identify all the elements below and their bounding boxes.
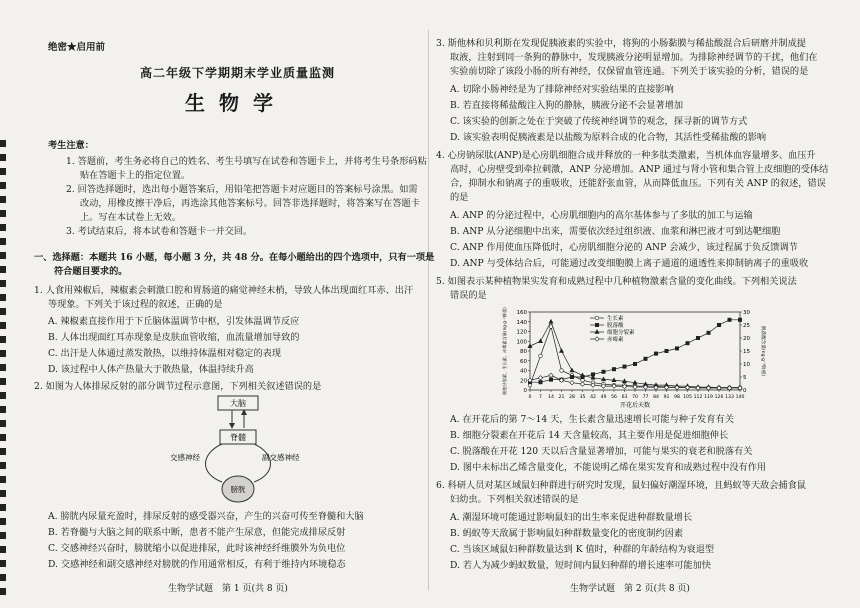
note-line: 上。写在本试卷上无效。 (80, 212, 182, 223)
q5-option-b: B. 细胞分裂素在开花后 14 天含量较高，其主要作用是促进细胞伸长 (450, 430, 729, 441)
q6-option-a: A. 潮湿环境可能通过影响鼠妇的出生率来促进种群数量增长 (450, 512, 693, 523)
section-heading: 一、选择题：本题共 16 小题，每小题 3 分，共 48 分。在每小题给出的四个选项中，只有一项是 (34, 252, 435, 263)
q4-stem: 高时，心房壁受到牵拉刺激，ANP 分泌增加。ANP 通过与肾小管和集合管上皮细胞的受体结 (450, 164, 829, 175)
x-tick-label: 14 (548, 395, 554, 400)
data-point (549, 320, 553, 324)
x-tick-label: 7 (539, 395, 542, 400)
sympathetic-label: 交感神经 (170, 453, 200, 462)
data-point (717, 323, 720, 326)
q1-stem: 1. 人食用辣椒后，辣椒素会刺激口腔和胃肠道的痛觉神经末梢，导致人体出现面红耳赤、出汗 (34, 285, 414, 296)
y-right-tick-label: 10 (743, 362, 750, 368)
data-point (696, 336, 699, 339)
legend-label: 脱落酸 (607, 323, 624, 329)
q1-option-a: A. 辣椒素直接作用于下丘脑体温调节中枢，引发体温调节反应 (48, 316, 300, 327)
data-point (728, 318, 731, 321)
spinal-label: 脊髓 (230, 433, 246, 442)
y-left-tick-label: 120 (516, 329, 527, 336)
right-page (430, 0, 860, 608)
q5-option-c: C. 脱落酸在开花 120 天以后含量显著增加，可能与果实的衰老和脱落有关 (450, 446, 753, 457)
q2-option-c: C. 交感神经兴奋时，膀胱缩小以促进排尿，此时该神经纤维膜外为负电位 (48, 543, 346, 554)
x-tick-label: 70 (632, 395, 638, 400)
legend-label: 赤霉素 (607, 337, 624, 343)
x-tick-label: 0 (528, 395, 532, 400)
q4-option-b: B. ANP 从分泌细胞中出来，需要依次经过组织液、血浆和淋巴液才可到达靶细胞 (450, 226, 781, 237)
x-tick-label: 49 (600, 395, 607, 400)
y-left-tick-label: 160 (516, 310, 527, 316)
q1-stem: 等现象。下列关于该过程的叙述，正确的是 (48, 299, 223, 310)
brain-label: 大脑 (230, 399, 246, 408)
data-point (612, 368, 615, 371)
x-tick-label: 28 (569, 395, 575, 400)
data-point (538, 376, 542, 380)
x-tick-label: 63 (621, 395, 628, 400)
x-axis-label: 开花后天数 (619, 402, 651, 409)
q2-option-d: D. 交感神经和副交感神经对膀胱的作用通常相反，有利于维持内环境稳态 (48, 559, 346, 570)
y-left-tick-label: 140 (516, 319, 527, 326)
x-tick-label: 126 (714, 395, 724, 400)
secret-label: 绝密★启用前 (48, 42, 106, 53)
page-footer: 生物学试题 第 1 页(共 8 页) (168, 584, 288, 594)
data-point (654, 352, 657, 355)
x-tick-label: 77 (642, 395, 649, 400)
data-point (539, 354, 543, 358)
q6-option-d: D. 若人为减少蚂蚁数量，短时间内鼠妇种群的增长速率可能加快 (450, 560, 711, 571)
section-heading: 符合题目要求的。 (54, 266, 128, 277)
q4-stem: 合，抑制水和钠离子的重吸收，还能舒张血管，从而降低血压。下列有关 ANP 的叙述，错误 (450, 178, 826, 189)
x-tick-label: 105 (683, 395, 692, 400)
q2-stem: 2. 如图为人体排尿反射的部分调节过程示意图，下列相关叙述错误的是 (34, 381, 322, 392)
y-right-tick-label: 0 (743, 388, 747, 394)
bladder-label: 膀胱 (230, 485, 246, 494)
q5-option-a: A. 在开花后的第 7～14 天，生长素含量迅速增长可能与种子发育有关 (450, 414, 734, 425)
data-point (644, 357, 647, 360)
x-tick-label: 21 (558, 395, 565, 400)
q4-option-a: A. ANP 的分泌过程中，心房肌细胞内的高尔基体参与了多肽的加工与运输 (450, 210, 753, 221)
reflex-diagram (170, 394, 310, 506)
data-point (570, 375, 573, 378)
data-point (539, 339, 543, 343)
parasympathetic-label: 副交感神经 (262, 453, 300, 462)
q4-option-c: C. ANP 作用使血压降低时，心房肌细胞分泌的 ANP 会减少，该过程属于负反馈调节 (450, 242, 798, 253)
y-right-tick-label: 30 (743, 310, 750, 316)
x-tick-label: 42 (590, 395, 596, 400)
data-point (623, 365, 626, 368)
data-point (707, 331, 710, 334)
data-point (633, 362, 636, 365)
q1-option-b: B. 人体出现面红耳赤现象是皮肤血管收缩，血流量增加导致的 (48, 332, 300, 343)
q2-option-b: B. 若脊髓与大脑之间的联系中断，患者不能产生尿意，但能完成排尿反射 (48, 527, 346, 538)
x-tick-label: 112 (693, 395, 703, 400)
q1-option-c: C. 出汗是人体通过蒸发散热，以维持体温相对稳定的表现 (48, 348, 282, 359)
y-right-axis-label: 脱落酸含量(ng·g⁻¹鲜重) (760, 325, 765, 377)
notes-title: 考生注意： (48, 140, 94, 151)
y-left-tick-label: 20 (520, 378, 527, 385)
data-point (549, 373, 553, 377)
q6-option-b: B. 蚂蚁等天敌属于影响鼠妇种群数量变化的密度制约因素 (450, 528, 684, 539)
y-left-tick-label: 60 (520, 358, 527, 365)
data-point (549, 378, 552, 381)
y-left-tick-label: 100 (516, 339, 527, 346)
q3-option-d: D. 该实验表明促胰液素是以盐酸为原料合成的化合物，其活性受稀盐酸的影响 (450, 132, 767, 143)
data-point (570, 368, 574, 372)
exam-title: 高二年级下学期期末学业质量监测 (140, 66, 336, 80)
q4-stem: 4. 心房钠尿肽(ANP)是心房肌细胞合成并释放的一种多肽类激素，当机体血容量增多、血压升 (436, 150, 816, 161)
x-tick-label: 84 (653, 395, 659, 400)
y-right-tick-label: 5 (743, 375, 747, 381)
x-tick-label: 140 (735, 395, 745, 400)
q3-option-c: C. 该实验的创新之处在于突破了传统神经调节的观念，探寻新的调节方式 (450, 116, 748, 127)
y-left-tick-label: 0 (523, 388, 527, 394)
x-tick-label: 91 (663, 395, 670, 400)
hormone-chart (500, 304, 770, 410)
q5-stem: 错误的是 (450, 290, 487, 301)
x-tick-label: 56 (611, 395, 617, 400)
note-line: 3. 考试结束后，将本试卷和答题卡一并交回。 (66, 226, 253, 237)
legend-marker (595, 316, 599, 320)
data-point (560, 349, 564, 353)
page-footer: 生物学试题 第 2 页(共 8 页) (570, 584, 690, 594)
q5-stem: 5. 如图表示某种植物果实发育和成熟过程中几种植物激素含量的变化曲线。下列相关说法 (436, 276, 797, 287)
x-tick-label: 35 (579, 395, 586, 400)
q1-option-d: D. 该过程中人体产热量大于散热量，体温持续升高 (48, 364, 254, 375)
q4-option-d: D. ANP 与受体结合后，可能通过改变细胞膜上离子通道的通透性来抑制钠离子的重吸收 (450, 258, 809, 269)
note-line: 改动，用橡皮擦干净后，再选涂其他答案标号。回答非选择题时，将答案写在答题卡 (80, 198, 420, 209)
q6-option-c: C. 当该区域鼠妇种群数量达到 K 值时，种群的年龄结构为衰退型 (450, 544, 715, 555)
legend-label: 细胞分裂素 (607, 330, 635, 336)
q3-stem: 取液，注射到同一条狗的静脉中，发现胰液分泌明显增加。为排除神经调节的干扰，他们在 (450, 52, 818, 63)
data-point (675, 347, 678, 350)
q3-stem: 实验前切除了该段小肠的所有神经，仅保留血管连通。下列关于该实验的分析，错误的是 (450, 66, 809, 77)
note-line: 2. 回答选择题时，选出每小题答案后，用铅笔把答题卡对应题目的答案标号涂黑。如需 (66, 184, 418, 195)
q3-option-b: B. 若直接将稀盐酸注入狗的静脉，胰液分泌不会显著增加 (450, 100, 684, 111)
x-tick-label: 133 (725, 395, 734, 400)
y-right-tick-label: 25 (743, 323, 750, 329)
legend-label: 生长素 (607, 316, 624, 322)
q4-stem: 的是 (450, 192, 469, 203)
x-tick-label: 98 (674, 395, 680, 400)
data-point (560, 369, 564, 373)
y-left-tick-label: 40 (520, 368, 527, 375)
data-point (539, 381, 542, 384)
q3-option-a: A. 切除小肠神经是为了排除神经对实验结果的直接影响 (450, 84, 674, 95)
y-left-axis-label: 细胞分裂素、生长素、赤霉素含量(ng·g⁻¹鲜重) (502, 307, 507, 395)
legend-marker (595, 337, 599, 341)
note-line: 1. 答题前，考生务必将自己的姓名、考生号填写在试卷和答题卡上，并将考生号条形码粘 (66, 156, 427, 167)
subject-title: 生物学 (185, 91, 287, 115)
legend-marker (595, 323, 598, 326)
data-point (665, 349, 668, 352)
data-point (570, 380, 574, 384)
q3-stem: 3. 斯他林和贝利斯在发现促胰液素的实验中，将狗的小肠黏膜与稀盐酸混合后研磨并制成提 (436, 38, 806, 49)
q2-option-a: A. 膀胱内尿量充盈时，排尿反射的感受器兴奋，产生的兴奋可传至脊髓和大脑 (48, 511, 364, 522)
q5-option-d: D. 图中未标出乙烯含量变化，不能说明乙烯在果实发育和成熟过程中没有作用 (450, 462, 767, 473)
data-point (686, 342, 689, 345)
data-point (602, 370, 605, 373)
note-line: 贴在答题卡上的指定位置。 (80, 170, 191, 181)
y-left-tick-label: 80 (520, 349, 527, 355)
data-point (580, 382, 584, 386)
legend-marker (595, 330, 599, 334)
q6-stem: 6. 科研人员对某区域鼠妇种群进行研究时发现，鼠妇偏好潮湿环境，且蚂蚁等天敌会捕食鼠 (436, 480, 806, 491)
y-right-tick-label: 15 (743, 349, 750, 355)
x-tick-label: 119 (704, 395, 713, 400)
q6-stem: 妇幼虫。下列相关叙述错误的是 (450, 494, 579, 505)
data-point (738, 318, 741, 321)
y-right-tick-label: 20 (743, 336, 750, 342)
